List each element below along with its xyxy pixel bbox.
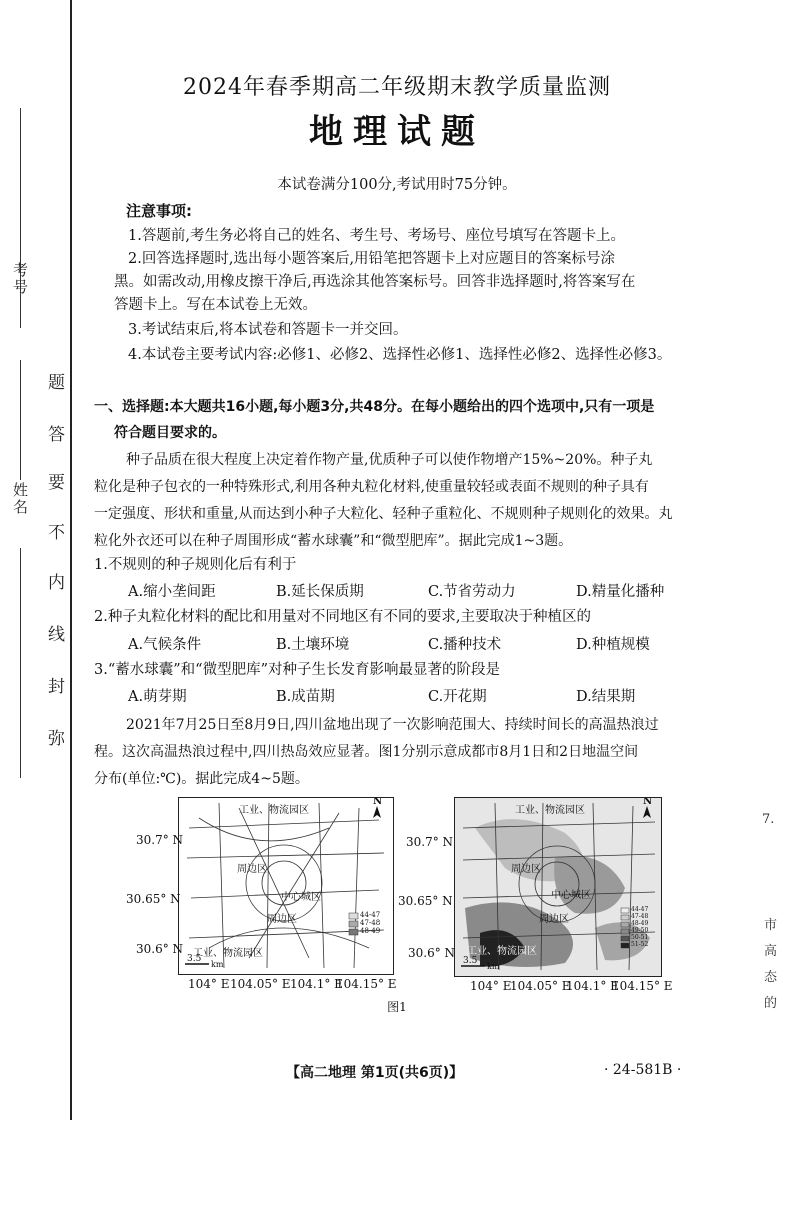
- question-stem: 3.“蓄水球囊”和“微型肥库”对种子生长发育影响最显著的阶段是: [94, 662, 500, 678]
- map-aug2: [454, 797, 662, 977]
- score-info: 本试卷满分100分,考试用时75分钟。: [277, 177, 517, 193]
- option: B.成苗期: [276, 689, 335, 705]
- lon-label: 104.15° E: [336, 977, 397, 991]
- exam-no-label: 考号: [11, 262, 29, 296]
- passage-line: 分布(单位:℃)。据此完成4~5题。: [94, 771, 309, 787]
- map-label: 周边区: [539, 914, 569, 925]
- legend-item: 48-49: [360, 927, 381, 935]
- legend-item: 51-52: [631, 941, 649, 948]
- option: A.萌芽期: [128, 689, 187, 705]
- passage-line: 程。这次高温热浪过程中,四川热岛效应显著。图1分别示意成都市8月1日和2日地温空间: [94, 744, 639, 760]
- binding-line: [70, 0, 72, 1120]
- map-label: 周边区: [511, 864, 541, 875]
- legend-item: 44-47: [360, 911, 381, 919]
- seal-char: 内: [48, 573, 65, 593]
- seal-char: 线: [48, 625, 65, 645]
- option: C.开花期: [428, 689, 487, 705]
- question-options: [0, 638, 794, 656]
- name-underline-1: [20, 360, 21, 480]
- legend-item: 48-49: [631, 920, 649, 927]
- option: B.延长保质期: [276, 584, 364, 600]
- map-label: 中心城区: [551, 890, 591, 901]
- edge-question-no: 7.: [762, 812, 775, 827]
- lat-label: 30.7° N: [406, 835, 454, 849]
- lat-label: 30.6° N: [408, 946, 456, 960]
- lon-label: 104.05° E: [230, 977, 291, 991]
- edge-fragment: 市: [764, 918, 778, 933]
- lon-label: 104° E: [470, 979, 512, 993]
- legend-item: 44-47: [631, 906, 649, 913]
- option: D.种植规模: [576, 637, 650, 653]
- option: D.结果期: [576, 689, 636, 705]
- scale-label: 3.5: [463, 956, 478, 966]
- option: B.土壤环境: [276, 637, 350, 653]
- lon-label: 104.05° E: [510, 979, 571, 993]
- seal-char: 封: [48, 677, 65, 697]
- map-label: 工业、物流园区: [239, 805, 309, 816]
- lat-label: 30.7° N: [136, 833, 184, 847]
- question-options: [0, 585, 794, 603]
- map-label: 工业、物流园区: [193, 948, 263, 959]
- seal-char: 答: [48, 425, 65, 445]
- page-footer: 【高二地理 第1页(共6页)】: [286, 1065, 464, 1081]
- seal-char: 不: [48, 523, 65, 543]
- seal-char: 弥: [48, 729, 65, 749]
- map-label: 中心城区: [281, 892, 321, 903]
- scale-unit: km: [211, 960, 224, 969]
- notice-line: 答题卡上。写在本试卷上无效。: [114, 297, 317, 313]
- question-stem: 1.不规则的种子规则化后有利于: [94, 557, 297, 573]
- passage-line: 2021年7月25日至8月9日,四川盆地出现了一次影响范围大、持续时间长的高温热浪过: [126, 717, 659, 733]
- map-label: 工业、物流园区: [467, 946, 537, 957]
- option: A.缩小垄间距: [128, 584, 216, 600]
- lon-label: 104.1° E: [566, 979, 619, 993]
- notice-line: 3.考试结束后,将本试卷和答题卡一并交回。: [128, 322, 408, 338]
- notice-line: 黑。如需改动,用橡皮擦干净后,再选涂其他答案标号。回答非选择题时,将答案写在: [114, 274, 636, 290]
- option: C.节省劳动力: [428, 584, 516, 600]
- subject-title: 地理试题: [309, 112, 485, 152]
- seal-char: 题: [48, 373, 65, 393]
- notice-title: 注意事项:: [126, 202, 192, 220]
- passage-line: 种子品质在很大程度上决定着作物产量,优质种子可以使作物增产15%~20%。种子丸: [126, 452, 653, 468]
- edge-fragment: 的: [764, 996, 778, 1011]
- seal-char: 要: [48, 473, 65, 493]
- lat-label: 30.65° N: [398, 894, 453, 908]
- question-options: [0, 690, 794, 708]
- edge-fragment: 态: [764, 970, 778, 985]
- section-heading-cont: 符合题目要求的。: [114, 425, 226, 441]
- lat-label: 30.6° N: [136, 942, 184, 956]
- legend-item: 47-48: [631, 913, 649, 920]
- figure-caption: 图1: [387, 1000, 407, 1014]
- lon-label: 104.15° E: [612, 979, 673, 993]
- lat-label: 30.65° N: [126, 892, 181, 906]
- section-heading: 一、选择题:本大题共16小题,每小题3分,共48分。在每小题给出的四个选项中,只有一项是: [94, 399, 655, 415]
- paper-code: · 24-581B ·: [604, 1062, 682, 1078]
- edge-fragment: 高: [764, 944, 778, 959]
- legend-item: 47-48: [360, 919, 381, 927]
- option: A.气候条件: [128, 637, 202, 653]
- north-arrow-label: N: [373, 797, 383, 807]
- scale-unit: km: [487, 962, 500, 971]
- map-label: 工业、物流园区: [515, 805, 585, 816]
- map-label: 周边区: [267, 914, 297, 925]
- notice-line: 4.本试卷主要考试内容:必修1、必修2、选择性必修1、选择性必修2、选择性必修3。: [128, 347, 672, 363]
- lon-label: 104.1° E: [290, 977, 343, 991]
- map-aug1: [178, 797, 394, 975]
- notice-line: 2.回答选择题时,选出每小题答案后,用铅笔把答题卡上对应题目的答案标号涂: [128, 251, 616, 267]
- scale-label: 3.5: [187, 954, 202, 964]
- option: D.精量化播种: [576, 584, 665, 600]
- passage-line: 一定强度、形状和重量,从而达到小种子大粒化、轻种子重粒化、不规则种子规则化的效果。丸: [94, 506, 673, 522]
- legend-item: 49-50: [631, 927, 649, 934]
- notice-line: 1.答题前,考生务必将自己的姓名、考生号、考场号、座位号填写在答题卡上。: [128, 228, 625, 244]
- north-arrow-label: N: [643, 797, 653, 807]
- exam-title: 2024年春季期高二年级期末教学质量监测: [183, 75, 611, 100]
- lon-label: 104° E: [188, 977, 230, 991]
- name-underline-2: [20, 548, 21, 778]
- question-stem: 2.种子丸粒化材料的配比和用量对不同地区有不同的要求,主要取决于种植区的: [94, 609, 591, 625]
- legend-item: 50-51: [631, 934, 649, 941]
- name-label: 姓名: [11, 482, 29, 516]
- map-label: 周边区: [237, 864, 267, 875]
- passage-line: 粒化是种子包衣的一种特殊形式,利用各种丸粒化材料,使重量较轻或表面不规则的种子具有: [94, 479, 649, 495]
- option: C.播种技术: [428, 637, 502, 653]
- passage-line: 粒化外衣还可以在种子周围形成“蓄水球囊”和“微型肥库”。据此完成1~3题。: [94, 533, 573, 549]
